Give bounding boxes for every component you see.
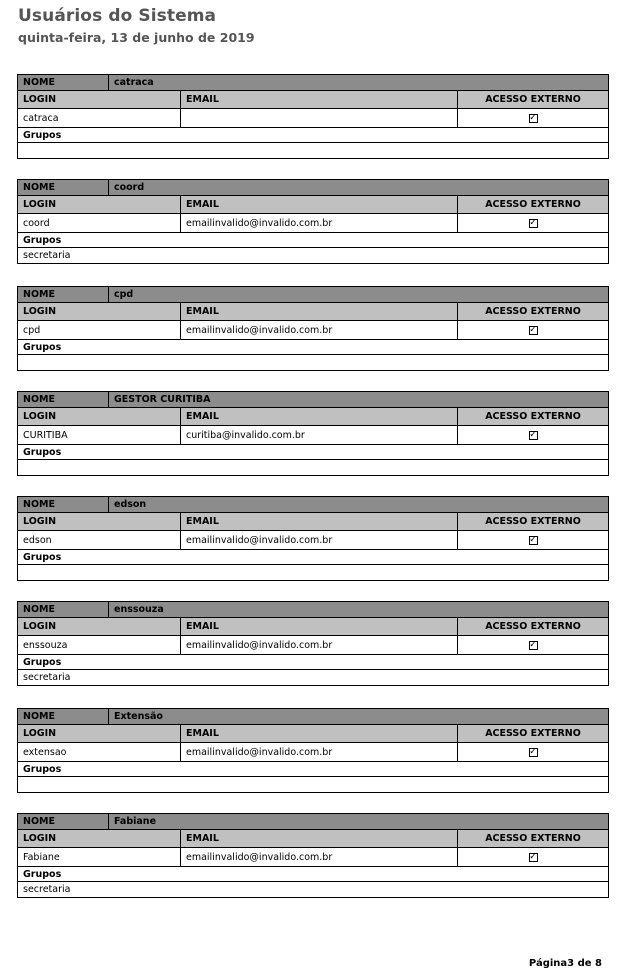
external-access-cell — [458, 743, 608, 761]
name-label: NOME — [18, 709, 109, 724]
name-label: NOME — [18, 180, 109, 195]
email-value — [181, 109, 458, 127]
external-access-cell — [458, 848, 608, 866]
login-header: LOGIN — [18, 618, 181, 635]
login-value: enssouza — [18, 636, 181, 654]
header-row — [18, 91, 608, 109]
user-record — [17, 601, 609, 686]
name-row — [18, 75, 608, 91]
name-row — [18, 180, 608, 196]
data-row — [18, 426, 608, 445]
external-access-header: ACESSO EXTERNO — [485, 728, 581, 739]
external-access-checkbox[interactable]: ✓ — [529, 112, 537, 123]
login-value: Fabiane — [18, 848, 181, 866]
login-header: LOGIN — [18, 303, 181, 320]
external-access-cell — [458, 531, 608, 549]
data-row — [18, 321, 608, 340]
email-header: EMAIL — [181, 513, 458, 530]
login-header: LOGIN — [18, 830, 181, 847]
header-row — [18, 303, 608, 321]
groups-header-row — [18, 867, 608, 882]
email-value: emailinvalido@invalido.com.br — [181, 321, 458, 339]
email-header: EMAIL — [181, 408, 458, 425]
external-access-cell — [458, 109, 608, 127]
login-value: catraca — [18, 109, 181, 127]
name-row — [18, 392, 608, 408]
groups-value: secretaria — [23, 884, 71, 895]
external-access-header: ACESSO EXTERNO — [485, 516, 581, 527]
groups-value-row — [18, 143, 608, 158]
name-label: NOME — [18, 497, 109, 512]
email-value: emailinvalido@invalido.com.br — [181, 743, 458, 761]
email-header: EMAIL — [181, 91, 458, 108]
groups-value — [18, 143, 608, 158]
groups-value — [18, 565, 608, 580]
login-value: edson — [18, 531, 181, 549]
groups-label: Grupos — [23, 868, 62, 880]
groups-value-row — [18, 355, 608, 370]
groups-value-row — [18, 565, 608, 580]
login-value: coord — [18, 214, 181, 232]
email-header: EMAIL — [181, 725, 458, 742]
groups-value — [18, 355, 608, 370]
groups-header-row — [18, 340, 608, 355]
name-label: NOME — [18, 287, 109, 302]
login-header: LOGIN — [18, 196, 181, 213]
name-row — [18, 709, 608, 725]
external-access-checkbox[interactable]: ✓ — [529, 851, 537, 862]
groups-header-row — [18, 233, 608, 248]
header-row — [18, 725, 608, 743]
external-access-header: ACESSO EXTERNO — [485, 306, 581, 317]
external-access-checkbox[interactable]: ✓ — [529, 639, 537, 650]
header-row — [18, 830, 608, 848]
groups-header-row — [18, 128, 608, 143]
groups-value — [18, 460, 608, 475]
groups-value-row — [18, 248, 608, 263]
user-record — [17, 391, 609, 476]
email-header: EMAIL — [181, 618, 458, 635]
groups-label: Grupos — [23, 656, 62, 668]
email-value: emailinvalido@invalido.com.br — [181, 848, 458, 866]
groups-label: Grupos — [23, 129, 62, 141]
user-record — [17, 74, 609, 159]
data-row — [18, 743, 608, 762]
groups-value-row — [18, 777, 608, 792]
header-row — [18, 513, 608, 531]
login-header: LOGIN — [18, 91, 181, 108]
external-access-cell — [458, 426, 608, 444]
groups-label: Grupos — [23, 234, 62, 246]
groups-header-row — [18, 550, 608, 565]
name-value: GESTOR CURITIBA — [114, 394, 211, 405]
name-label: NOME — [18, 392, 109, 407]
groups-value: secretaria — [23, 250, 71, 261]
external-access-cell — [458, 214, 608, 232]
login-value: cpd — [18, 321, 181, 339]
login-header: LOGIN — [18, 725, 181, 742]
email-header: EMAIL — [181, 830, 458, 847]
groups-header-row — [18, 762, 608, 777]
name-row — [18, 497, 608, 513]
groups-value-row — [18, 882, 608, 897]
page-number: Página3 de 8 — [528, 958, 602, 969]
groups-value-row — [18, 670, 608, 685]
external-access-header: ACESSO EXTERNO — [485, 94, 581, 105]
data-row — [18, 848, 608, 867]
login-value: extensao — [18, 743, 181, 761]
data-row — [18, 636, 608, 655]
groups-label: Grupos — [23, 551, 62, 563]
header-row — [18, 196, 608, 214]
name-row — [18, 814, 608, 830]
name-value: Fabiane — [114, 816, 157, 827]
groups-value-row — [18, 460, 608, 475]
login-value: CURITIBA — [18, 426, 181, 444]
groups-header-row — [18, 655, 608, 670]
user-record — [17, 496, 609, 581]
header-row — [18, 618, 608, 636]
email-value: curitiba@invalido.com.br — [181, 426, 458, 444]
name-value: catraca — [114, 77, 154, 88]
header-row — [18, 408, 608, 426]
external-access-checkbox[interactable]: ✓ — [529, 324, 537, 335]
user-record — [17, 179, 609, 264]
external-access-header: ACESSO EXTERNO — [485, 411, 581, 422]
report-title: Usuários do Sistema — [18, 6, 217, 26]
email-value: emailinvalido@invalido.com.br — [181, 531, 458, 549]
name-value: enssouza — [114, 604, 164, 615]
external-access-cell — [458, 636, 608, 654]
groups-label: Grupos — [23, 763, 62, 775]
name-row — [18, 602, 608, 618]
user-record — [17, 708, 609, 793]
external-access-header: ACESSO EXTERNO — [485, 833, 581, 844]
email-header: EMAIL — [181, 303, 458, 320]
external-access-header: ACESSO EXTERNO — [485, 199, 581, 210]
external-access-checkbox[interactable]: ✓ — [529, 534, 537, 545]
external-access-checkbox[interactable]: ✓ — [529, 746, 537, 757]
groups-value: secretaria — [23, 672, 71, 683]
groups-label: Grupos — [23, 446, 62, 458]
external-access-checkbox[interactable]: ✓ — [529, 429, 537, 440]
data-row — [18, 214, 608, 233]
name-label: NOME — [18, 814, 109, 829]
name-label: NOME — [18, 75, 109, 90]
name-row — [18, 287, 608, 303]
external-access-checkbox[interactable]: ✓ — [529, 217, 537, 228]
report-date: quinta-feira, 13 de junho de 2019 — [18, 30, 255, 45]
name-value: cpd — [114, 289, 134, 300]
name-value: Extensão — [114, 711, 163, 722]
name-value: edson — [114, 499, 147, 510]
name-label: NOME — [18, 602, 109, 617]
name-value: coord — [114, 182, 145, 193]
data-row — [18, 531, 608, 550]
groups-label: Grupos — [23, 341, 62, 353]
email-value: emailinvalido@invalido.com.br — [181, 636, 458, 654]
email-value: emailinvalido@invalido.com.br — [181, 214, 458, 232]
groups-value — [18, 777, 608, 792]
email-header: EMAIL — [181, 196, 458, 213]
external-access-cell — [458, 321, 608, 339]
user-record — [17, 813, 609, 898]
external-access-header: ACESSO EXTERNO — [485, 621, 581, 632]
login-header: LOGIN — [18, 408, 181, 425]
user-record — [17, 286, 609, 371]
data-row — [18, 109, 608, 128]
groups-header-row — [18, 445, 608, 460]
login-header: LOGIN — [18, 513, 181, 530]
